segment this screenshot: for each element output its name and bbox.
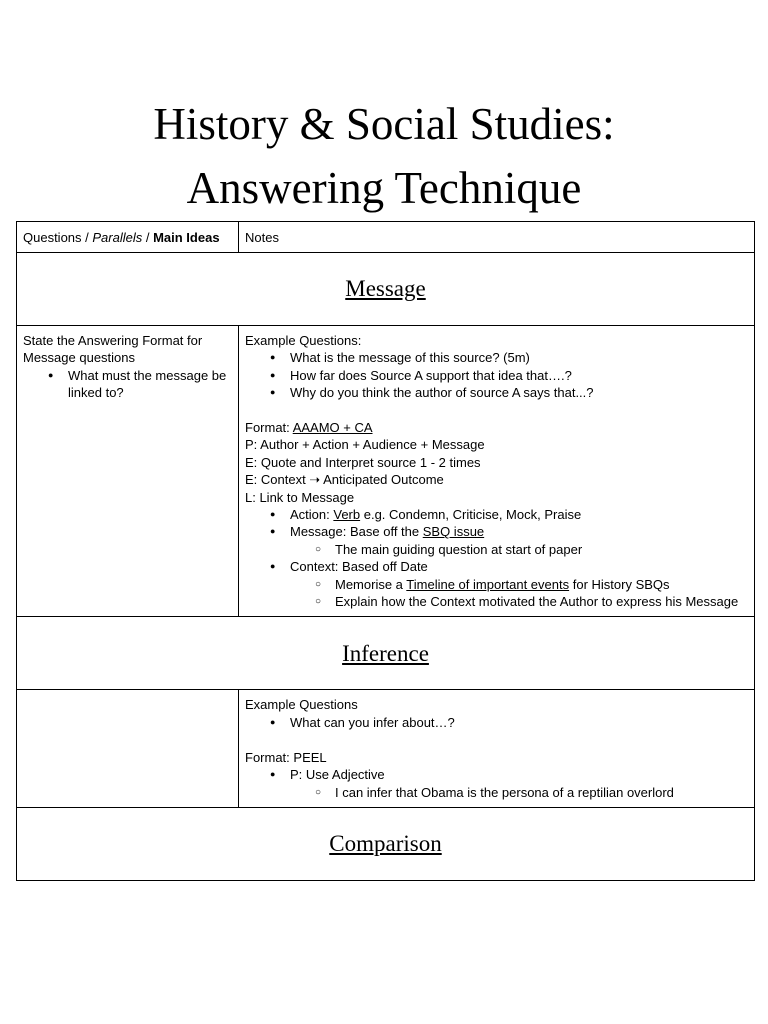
notes-table (16, 221, 755, 881)
verb-link[interactable]: Verb (333, 507, 361, 523)
inference-question-cell (17, 690, 239, 807)
context-sub1-suffix: for History SBQs (569, 576, 670, 592)
context-sub1-prefix: Memorise a (335, 576, 407, 592)
message-question-bullet: ● What must the message be linked to? (23, 367, 232, 402)
peel-p-line: P: Author + Action + Audience + Message (245, 437, 485, 453)
message-sub-bullet: ○ The main guiding question at start of paper (245, 541, 748, 558)
peel-l-line: L: Link to Message (245, 489, 355, 505)
format-label: Format: (245, 420, 293, 436)
section-row-message (17, 253, 755, 326)
sbq-issue-link[interactable]: SBQ issue (422, 524, 485, 540)
message-notes-cell (239, 326, 755, 617)
context-bullet: ● Context: Based off Date (245, 558, 748, 575)
timeline-link[interactable]: Timeline of important events (406, 576, 570, 592)
message-content-row (17, 326, 755, 617)
header-questions-cell (17, 222, 239, 253)
message-example-item: ● How far does Source A support that idea that….? (245, 367, 748, 384)
message-example-item: ● What is the message of this source? (5m) (245, 349, 748, 366)
inference-p-bullet: ● P: Use Adjective (245, 766, 748, 783)
table-header-row (17, 222, 755, 253)
peel-e1-line: E: Quote and Interpret source 1 - 2 times (245, 454, 481, 470)
inference-example-item: ● What can you infer about…? (245, 714, 748, 731)
inference-notes-cell (239, 690, 755, 807)
message-question-line-2: Message questions (23, 350, 136, 366)
section-row-inference (17, 617, 755, 690)
header-separator-text: / (142, 230, 154, 245)
context-sub-bullet-1 (245, 576, 748, 593)
section-heading-inference: Inference (342, 640, 429, 666)
action-bullet (245, 506, 748, 523)
message-question-line-1: State the Answering Format for (23, 333, 203, 348)
header-notes-cell: Notes (239, 222, 755, 253)
inference-p-sub-bullet: ○ I can infer that Obama is the persona of a reptilian overlord (245, 784, 748, 801)
header-main-ideas-text: Main Ideas (153, 230, 220, 245)
format-link[interactable]: AAAMO + CA (292, 420, 373, 436)
header-parallels-text: Parallels (92, 230, 143, 245)
action-suffix: e.g. Condemn, Criticise, Mock, Praise (360, 507, 582, 523)
inference-content-row (17, 690, 755, 807)
message-prefix: Message: Base off the (290, 524, 423, 540)
section-heading-comparison: Comparison (329, 831, 442, 857)
message-format-line (245, 419, 748, 436)
action-prefix: Action: (290, 507, 334, 523)
message-example-item: ● Why do you think the author of source A says that...? (245, 384, 748, 401)
page-title-line-2: Answering Technique (186, 163, 582, 213)
inference-example-heading: Example Questions (245, 697, 358, 713)
message-question-cell (17, 326, 239, 617)
header-questions-text: Questions / (23, 230, 93, 245)
page-title-line-1: History & Social Studies: (153, 99, 615, 149)
message-example-heading: Example Questions: (245, 333, 362, 348)
context-sub-bullet-2: ○ Explain how the Context motivated the Author to express his Message (245, 593, 748, 610)
inference-format-line: Format: PEEL (245, 749, 327, 765)
message-bullet (245, 523, 748, 540)
section-heading-message: Message (345, 276, 426, 302)
section-row-comparison (17, 807, 755, 880)
peel-e2-line: E: Context ➝ Anticipated Outcome (245, 472, 444, 488)
